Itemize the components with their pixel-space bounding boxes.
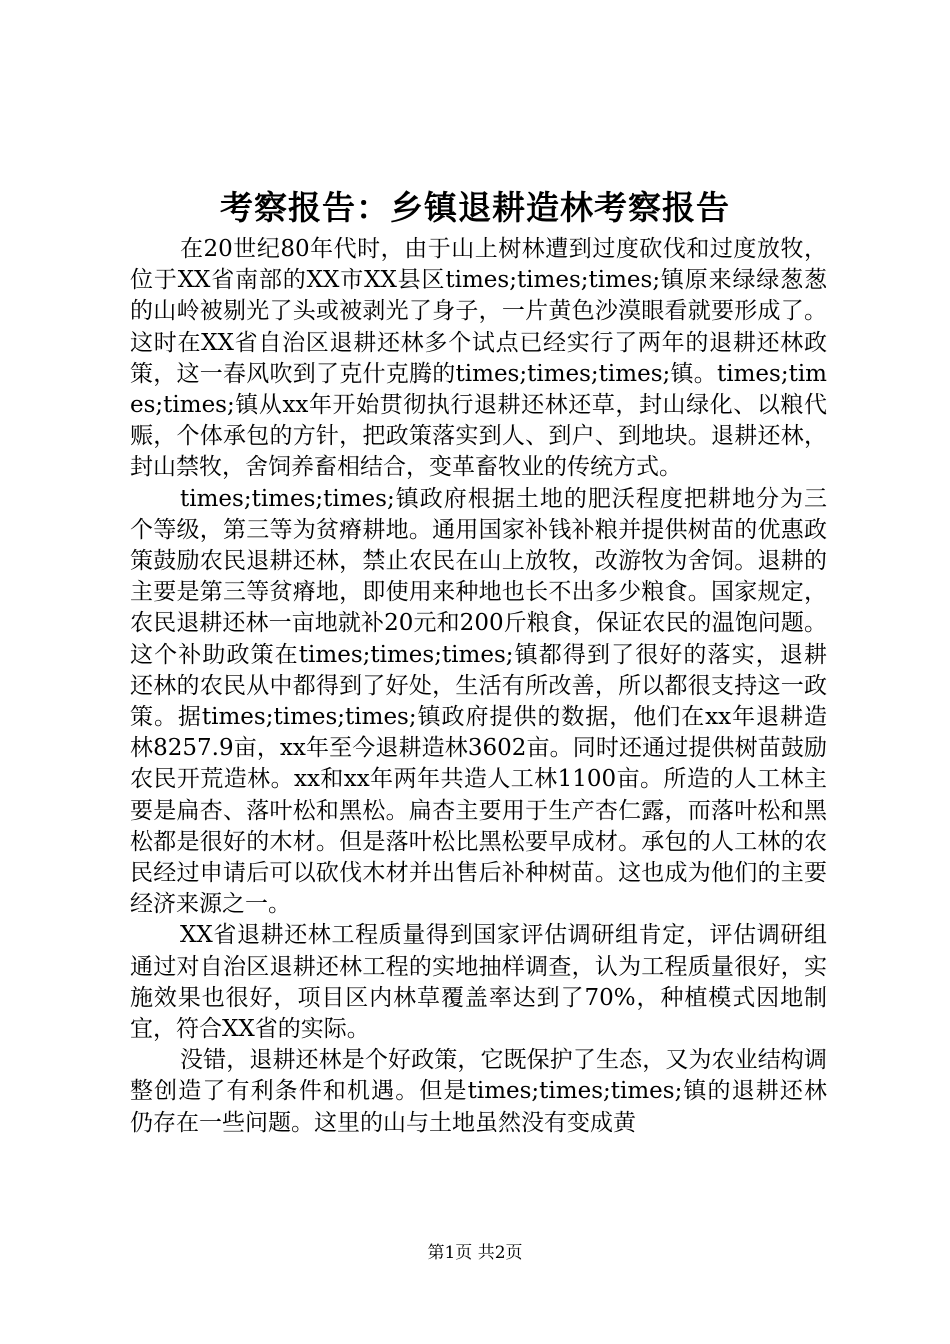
paragraph-1: 在20世纪80年代时，由于山上树林遭到过度砍伐和过度放牧，位于XX省南部的XX市XX县区times;times;times;镇原来绿绿葱葱的山岭被剔光了头或被剥光了身子，一片黄色沙漠眼看就要形成了。这时在XX省自治区退耕还林多个试点已经实行了两年的退耕还林政策，这一春风吹到了克什克腾的times;times;times;镇。times;times;times;镇从xx年开始贯彻执行退耕还林还草，封山绿化、以粮代赈，个体承包的方针，把政策落实到人、到户、到地块。退耕还林，封山禁牧，舍饲养畜相结合，变革畜牧业的传统方式。 (130, 236, 827, 481)
document-title: 考察报告：乡镇退耕造林考察报告 (220, 188, 730, 227)
document-body (130, 234, 827, 1139)
paragraph-2: times;times;times;镇政府根据土地的肥沃程度把耕地分为三个等级，第三等为贫瘠耕地。通用国家补钱补粮并提供树苗的优惠政策鼓励农民退耕还林，禁止农民在山上放牧，改游牧为舍饲。退耕的主要是第三等贫瘠地，即使用来种地也长不出多少粮食。国家规定，农民退耕还林一亩地就补20元和200斤粮食，保证农民的温饱问题。这个补助政策在times;times;times;镇都得到了很好的落实，退耕还林的农民从中都得到了好处，生活有所改善，所以都很支持这一政策。据times;times;times;镇政府提供的数据，他们在xx年退耕造林8257.9亩，xx年至今退耕造林3602亩。同时还通过提供树苗鼓励农民开荒造林。xx和xx年两年共造人工林1100亩。所造的人工林主要是扁杏、落叶松和黑松。扁杏主要用于生产杏仁露，而落叶松和黑松都是很好的木材。但是落叶松比黑松要早成材。承包的人工林的农民经过申请后可以砍伐木材并出售后补种树苗。这也成为他们的主要经济来源之一。 (130, 485, 827, 918)
page-footer: 第1页 共2页 (427, 1243, 523, 1263)
paragraph-3: XX省退耕还林工程质量得到国家评估调研组肯定，评估调研组通过对自治区退耕还林工程的实地抽样调查，认为工程质量很好，实施效果也很好，项目区内林草覆盖率达到了70%，种植模式因地制宜，符合XX省的实际。 (130, 922, 827, 1043)
paragraph-4: 没错，退耕还林是个好政策，它既保护了生态，又为农业结构调整创造了有利条件和机遇。但是times;times;times;镇的退耕还林仍存在一些问题。这里的山与土地虽然没有变成黄 (130, 1047, 827, 1136)
